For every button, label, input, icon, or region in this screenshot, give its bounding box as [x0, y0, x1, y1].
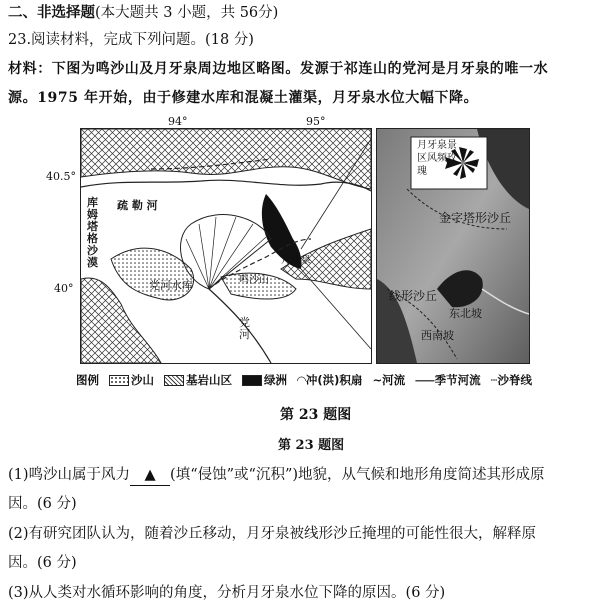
mingshashan-label: 鸣沙山 [239, 275, 269, 286]
lon-95-label: 95° [306, 115, 326, 128]
question-2-line-1: (2)有研究团队认为，随着沙丘移动，月牙泉被线形沙丘掩埋的可能性很大，解释原 [8, 526, 537, 542]
danghe-river-label: 党 河 [239, 316, 250, 341]
legend-item-seasonal-river: 季节河流 [434, 373, 481, 387]
wind-rose-title: 月牙泉景区风频玫瑰 [417, 140, 457, 177]
legend-item-sand: 沙山 [131, 373, 155, 387]
question-1-line-1 [8, 465, 545, 486]
section-title: 二、非选择题 [8, 4, 95, 21]
legend-item-fan: 冲(洪)积扇 [305, 373, 363, 387]
material-line-2: 源。1975 年开始，由于修建水库和混凝土灌渠，月牙泉水位大幅下降。 [8, 90, 479, 106]
lon-94-label: 94° [168, 115, 188, 128]
legend-item-oasis: 绿洲 [264, 373, 288, 387]
legend-item-bedrock: 基岩山区 [186, 373, 233, 387]
shule-river-label: 疏 勒 河 [117, 199, 158, 212]
seasonal-river-icon: ⸺ [415, 373, 435, 387]
northeast-slope-label: 东北坡 [449, 307, 482, 320]
oasis-swatch [242, 375, 262, 386]
danghe-reservoir-label: 党河水库 [149, 279, 193, 292]
q1-text-end: (填“侵蚀”或“沉积”)地貌，从气候和地形角度简述其形成原 [170, 467, 545, 483]
southwest-slope-label: 西南坡 [421, 329, 454, 342]
lat-40-5-label: 40.5° [46, 170, 76, 183]
legend-item-ridge: 沙脊线 [497, 373, 533, 387]
bedrock-swatch [164, 375, 184, 386]
q1-text-start: (1)鸣沙山属于风力 [8, 467, 131, 483]
yueyaquan-label: 月牙泉 [281, 255, 311, 266]
figure-caption-2: 第 23 题图 [278, 438, 345, 453]
regional-map [80, 128, 372, 364]
q1-answer-blank[interactable]: ▲ [130, 465, 170, 486]
river-icon: ∼ [372, 373, 383, 387]
section-note: (本大题共 3 小题，共 56分) [95, 5, 279, 21]
question-1-line-2: 因。(6 分) [8, 496, 77, 512]
section-header [8, 3, 278, 23]
linear-dune-label: 线形沙丘 [389, 289, 438, 303]
regional-map-drawing [81, 129, 371, 363]
inset-photo [376, 128, 530, 364]
legend-label: 图例 [76, 373, 99, 387]
map-legend [76, 372, 532, 388]
question-3-line-1: (3)从人类对水循环影响的角度，分析月牙泉水位下降的原因。(6 分) [8, 585, 446, 601]
lat-40-label: 40° [54, 282, 74, 295]
question-2-line-2: 因。(6 分) [8, 555, 77, 571]
pyramid-dune-label: 金字塔形沙丘 [439, 211, 512, 225]
material-line-1: 材料：下图为鸣沙山及月牙泉周边地区略图。发源于祁连山的党河是月牙泉的唯一水 [8, 61, 549, 77]
sand-swatch [109, 375, 129, 386]
ridge-line-icon: ┄ [490, 373, 498, 387]
kumtag-desert-label: 库姆塔格沙漠 [87, 196, 98, 269]
legend-item-river: 河流 [382, 373, 406, 387]
q23-intro: 23.阅读材料，完成下列问题。(18 分) [8, 32, 254, 48]
figure-caption-1: 第 23 题图 [280, 407, 352, 423]
fan-icon: ◠ [297, 373, 306, 387]
